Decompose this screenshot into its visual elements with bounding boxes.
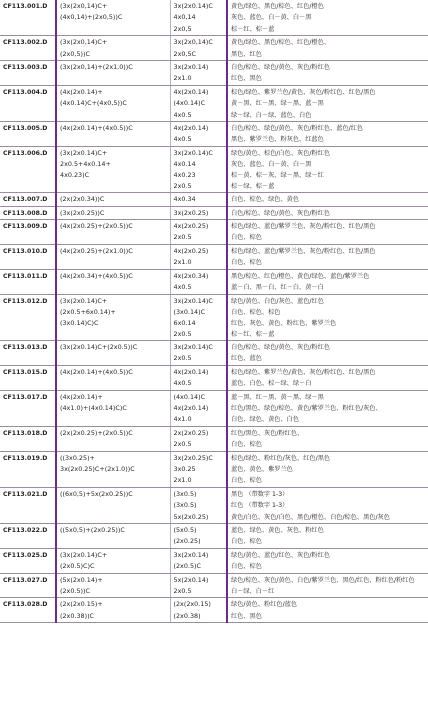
construction-cell: (2x(2x0.34))C — [56, 193, 170, 206]
construction-cell: (4x(2x0.34)+(4x0.5))C — [56, 269, 170, 294]
conductor-spec-cell: 4x(2x0.34) 4x0.5 — [170, 269, 227, 294]
core-colors-cell: 白色/棕色、绿色/黄色、灰色/粉红色、蓝色/红色 黑色、紫罗兰色、粉灰色、红蓝色 — [227, 122, 428, 147]
conductor-spec-cell: 3x(2x0,14)C 2x0,5C — [170, 36, 227, 61]
construction-cell: (4x(2x0.25)+(2x0.5))C — [56, 220, 170, 245]
core-colors-cell: 白色/棕色、绿色/黄色、灰色/粉红色 — [227, 206, 428, 219]
table-row — [0, 269, 428, 294]
conductor-spec-cell: 4x(2x0.25) 2x0.5 — [170, 220, 227, 245]
table-row — [0, 206, 428, 219]
table-row — [0, 451, 428, 487]
table-row — [0, 573, 428, 598]
table-row — [0, 122, 428, 147]
construction-cell: (5x(2x0.14)+ (2x0.5))C — [56, 573, 170, 598]
core-colors-cell: 白色/棕色、绿色/黄色、灰色/粉红色 红色、蓝色 — [227, 340, 428, 365]
conductor-spec-cell: 4x(2x0.25) 2x1.0 — [170, 244, 227, 269]
core-colors-cell: 棕色/绿色、蓝色/紫罗兰色、灰色/粉红色、红色/黑色 白色、棕色 — [227, 244, 428, 269]
construction-cell: (3x(2x0.14)C+ (2x0.5+6x0.14)+ (3x0.14)C)C — [56, 294, 170, 340]
table-row — [0, 340, 428, 365]
core-colors-cell: 棕色/绿色、紫罗兰色/黄色、灰色/粉红色、红色/黑色 蓝色、白色、棕－绿、绿－白 — [227, 365, 428, 390]
core-colors-cell: 绿色/黄色、粉红色/蓝色 红色、黑色 — [227, 598, 428, 623]
product-code-cell: CF113.009.D — [0, 220, 56, 245]
core-colors-cell: 棕色/绿色、粉红色/灰色、红色/黑色 蓝色、黄色、紫罗兰色 白色、棕色 — [227, 451, 428, 487]
product-code-cell: CF113.025.D — [0, 548, 56, 573]
conductor-spec-cell: 3x(2x0.14)C 4x0.14 4x0.23 2x0.5 — [170, 146, 227, 192]
product-code-cell: CF113.015.D — [0, 365, 56, 390]
product-code-cell: CF113.003.D — [0, 61, 56, 86]
table-row — [0, 85, 428, 121]
conductor-spec-cell: 4x(2x0.14) (4x0.14)C 4x0.5 — [170, 85, 227, 121]
product-code-cell: CF113.017.D — [0, 390, 56, 426]
core-colors-cell: 黑色/棕色、红色/橙色、黄色/绿色、蓝色/紫罗兰色 蓝－白、黑－白、红－白、黄－白 — [227, 269, 428, 294]
construction-cell: (2x(2x0.25)+(2x0.5))C — [56, 426, 170, 451]
conductor-spec-cell: 3x(2x0.14)C (3x0.14)C 6x0.14 2x0.5 — [170, 294, 227, 340]
core-colors-cell: 绿色/棕色、灰色/黄色、白色/紫罗兰色、黑色/红色、粉红色/粉红色 白－绿、白－红 — [227, 573, 428, 598]
construction-cell: (3x(2x0,14)C+ (4x0,14)+(2x0,5))C — [56, 0, 170, 36]
construction-cell: (3x(2x0,14)+(2x1,0))C — [56, 61, 170, 86]
product-code-cell: CF113.007.D — [0, 193, 56, 206]
product-code-cell: CF113.021.D — [0, 487, 56, 523]
core-colors-cell: 蓝－黑、红－黑、黄－黑、绿－黑 红色/黑色、绿色/棕色、黄色/紫罗兰色、粉红色/灰色、 白色、绿色、黄色、白色 — [227, 390, 428, 426]
core-colors-cell: 棕色/绿色、紫罗兰色/黄色、灰色/粉红色、红色/黑色 黄－黑、红－黑、绿－黑、蓝－黑 绿－绿、白－绿、蓝色、白色 — [227, 85, 428, 121]
conductor-spec-cell: 4x(2x0.14) 4x0.5 — [170, 365, 227, 390]
construction-cell: (4x(2x0.14)+ (4x1.0)+(4x0.14)C)C — [56, 390, 170, 426]
construction-cell: (4x(2x0.14)+ (4x0.14)C+(4x0,5))C — [56, 85, 170, 121]
conductor-spec-cell: 5x(2x0.14) 2x0.5 — [170, 573, 227, 598]
core-colors-cell: 红色/黑色、灰色/粉红色、 白色、棕色 — [227, 426, 428, 451]
product-code-cell: CF113.027.D — [0, 573, 56, 598]
table-row — [0, 548, 428, 573]
product-code-cell: CF113.002.D — [0, 36, 56, 61]
table-row — [0, 36, 428, 61]
construction-cell: (3x(2x0.14)C+ 2x0.5+4x0.14+ 4x0.23)C — [56, 146, 170, 192]
construction-cell: ((6x0,5)+5x(2x0.25))C — [56, 487, 170, 523]
core-colors-cell: 棕色/绿色、蓝色/紫罗兰色、灰色/粉红色、红色/黑色 白色、棕色 — [227, 220, 428, 245]
product-code-cell: CF113.028.D — [0, 598, 56, 623]
core-colors-cell: 黄色/绿色、黑色/棕色、红色/橙色、 黑色、红色 — [227, 36, 428, 61]
table-row — [0, 146, 428, 192]
conductor-spec-cell: 3x(2x0.14) 2x1.0 — [170, 61, 227, 86]
product-code-cell: CF113.010.D — [0, 244, 56, 269]
conductor-spec-cell: 4x(2x0.14) 4x0.5 — [170, 122, 227, 147]
table-row — [0, 193, 428, 206]
table-row — [0, 390, 428, 426]
core-colors-cell: 绿色/黄色、白色/灰色、蓝色/红色 白色、棕色、棕色 红色、灰色、黄色、粉红色、紫罗兰色 棕－红、棕－蓝 — [227, 294, 428, 340]
conductor-spec-cell: 3x(2x0.14) (2x0.5)C — [170, 548, 227, 573]
table-row — [0, 487, 428, 523]
construction-cell: (3x(2x0.14)C+(2x0.5))C — [56, 340, 170, 365]
construction-cell: (2x(2x0.15)+ (2x0.38))C — [56, 598, 170, 623]
table-row — [0, 523, 428, 548]
core-colors-cell: 蓝色、绿色、黄色、灰色、粉红色 白色、棕色 — [227, 523, 428, 548]
table-row — [0, 244, 428, 269]
construction-cell: (4x(2x0.14)+(4x0.5))C — [56, 365, 170, 390]
table-row — [0, 220, 428, 245]
construction-cell: ((3x0.25)+ 3x(2x0.25)C+(2x1.0))C — [56, 451, 170, 487]
construction-cell: (3x(2x0.14)C+ (2x0.5)C)C — [56, 548, 170, 573]
construction-cell: (3x(2x0,14)C+ (2x0,5))C — [56, 36, 170, 61]
product-code-cell: CF113.018.D — [0, 426, 56, 451]
product-code-cell: CF113.019.D — [0, 451, 56, 487]
product-code-cell: CF113.001.D — [0, 0, 56, 36]
conductor-spec-cell: (4x0.14)C 4x(2x0.14) 4x1.0 — [170, 390, 227, 426]
conductor-spec-cell: 3x(2x0.14)C 4x0,14 2x0,5 — [170, 0, 227, 36]
product-code-cell: CF113.022.D — [0, 523, 56, 548]
conductor-spec-cell: (3x0.5) (3x0.5) 5x(2x0.25) — [170, 487, 227, 523]
construction-cell: (3x(2x0.25))C — [56, 206, 170, 219]
table-row — [0, 0, 428, 36]
construction-cell: (4x(2x0.14)+(4x0.5))C — [56, 122, 170, 147]
product-code-cell: CF113.011.D — [0, 269, 56, 294]
product-code-cell: CF113.006.D — [0, 146, 56, 192]
conductor-spec-cell: 3x(2x0.25)C 3x0.25 2x1.0 — [170, 451, 227, 487]
conductor-spec-cell: 4x0.34 — [170, 193, 227, 206]
core-colors-cell: 黄色/绿色、黑色/棕色、红色/橙色 灰色、蓝色、白－黄、白－黑 棕－红、棕－蓝 — [227, 0, 428, 36]
table-row — [0, 61, 428, 86]
conductor-spec-cell: 2x(2x0.25) 2x0.5 — [170, 426, 227, 451]
table-row — [0, 426, 428, 451]
construction-cell: (4x(2x0.25)+(2x1.0))C — [56, 244, 170, 269]
product-code-cell: CF113.005.D — [0, 122, 56, 147]
conductor-spec-cell: 3x(2x0.25) — [170, 206, 227, 219]
table-row — [0, 365, 428, 390]
core-colors-cell: 黑色 （带数字 1-3） 红色 （带数字 1-3） 黄色/白色、灰色/白色、黑色/橙色、白色/棕色、黑色/灰色 — [227, 487, 428, 523]
product-code-cell: CF113.008.D — [0, 206, 56, 219]
conductor-spec-cell: (5x0.5) (2x0.25) — [170, 523, 227, 548]
product-code-cell: CF113.004.D — [0, 85, 56, 121]
core-colors-cell: 绿色/黄色、棕色/白色、灰色/粉红色 灰色、蓝色、白－黄、白－黑 棕－黄、棕－灰、绿－黑、绿－红 棕－绿、棕－蓝 — [227, 146, 428, 192]
table-row — [0, 294, 428, 340]
product-code-cell: CF113.013.D — [0, 340, 56, 365]
table-row — [0, 598, 428, 623]
core-colors-cell: 绿色/黄色、蓝色/红色、灰色/粉红色 白色、棕色 — [227, 548, 428, 573]
core-colors-cell: 白色/棕色、绿色/黄色、灰色/粉红色 红色、黑色 — [227, 61, 428, 86]
product-code-cell: CF113.012.D — [0, 294, 56, 340]
conductor-spec-cell: 3x(2x0.14)C 2x0.5 — [170, 340, 227, 365]
core-colors-cell: 白色、棕色、绿色、黄色 — [227, 193, 428, 206]
construction-cell: ((5x0,5)+(2x0.25))C — [56, 523, 170, 548]
conductor-spec-cell: (2x(2x0.15) (2x0.38) — [170, 598, 227, 623]
